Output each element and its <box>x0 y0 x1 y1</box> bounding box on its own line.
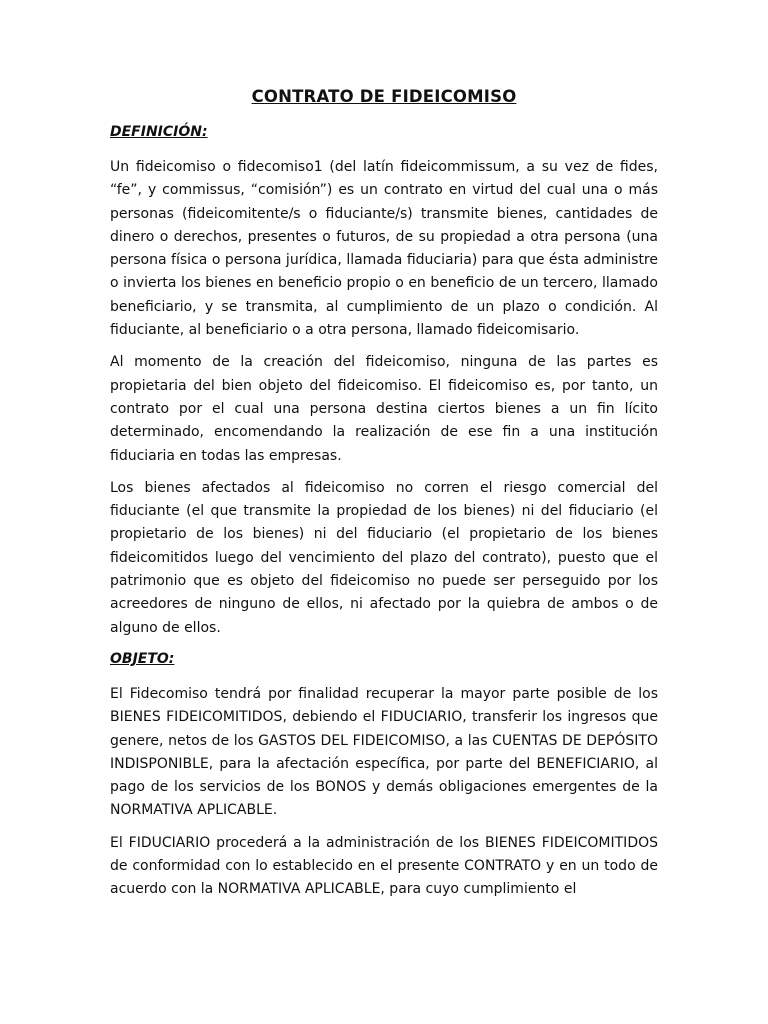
section-heading-definicion: DEFINICIÓN: <box>110 124 208 140</box>
section-objeto <box>110 649 658 902</box>
paragraph: El FIDUCIARIO procederá a la administración de los BIENES FIDEICOMITIDOS de conformidad con lo establecido en el presente CONTRATO y en un todo de acuerdo con la NORMATIVA APLICABLE, para cuyo cumplimiento el <box>110 834 658 898</box>
document-page <box>110 86 658 911</box>
section-definicion <box>110 122 658 640</box>
paragraph: Un fideicomiso o fidecomiso1 (del latín fideicommissum, a su vez de fides, “fe”, y commissus, “comisión”) es un contrato en virtud del cual una o más personas (fideicomitente/s o fiduciante/s) transmite bienes, cantidades de dinero o derechos, presentes o futuros, de su propiedad a otra persona (una persona física o persona jurídica, llamada fiduciaria) para que ésta administre o invierta los bienes en beneficio propio o en beneficio de un tercero, llamado beneficiario, y se transmita, al cumplimiento de un plazo o condición. Al fiduciante, al beneficiario o a otra persona, llamado fideicomisario. <box>110 159 658 339</box>
document-title: CONTRATO DE FIDEICOMISO <box>251 87 517 106</box>
paragraph: Al momento de la creación del fideicomiso, ninguna de las partes es propietaria del bien objeto del fideicomiso. El fideicomiso es, por tanto, un contrato por el cual una persona destina ciertos bienes a un fin lícito determinado, encomendando la realización de ese fin a una institución fiduciaria en todas las empresas. <box>110 354 658 464</box>
section-heading-objeto: OBJETO: <box>110 650 175 667</box>
paragraph: El Fidecomiso tendrá por finalidad recuperar la mayor parte posible de los BIENES FIDEICOMITIDOS, debiendo el FIDUCIARIO, transferir los ingresos que genere, netos de los GASTOS DEL FIDEICOMISO, a las CUENTAS DE DEPÓSITO INDISPONIBLE, para la afectación específica, por parte del BENEFICIARIO, al pago de los servicios de los BONOS y demás obligaciones emergentes de la NORMATIVA APLICABLE. <box>110 685 658 819</box>
paragraph: Los bienes afectados al fideicomiso no corren el riesgo comercial del fiduciante (el que transmite la propiedad de los bienes) ni del fiduciario (el propietario de los bienes) ni del fiduciario (el propietario de los bienes fideicomitidos luego del vencimiento del plazo del contrato), puesto que el patrimonio que es objeto del fideicomiso no puede ser perseguido por los acreedores de ninguno de ellos, ni afectado por la quiebra de ambos o de alguno de ellos. <box>110 479 658 636</box>
